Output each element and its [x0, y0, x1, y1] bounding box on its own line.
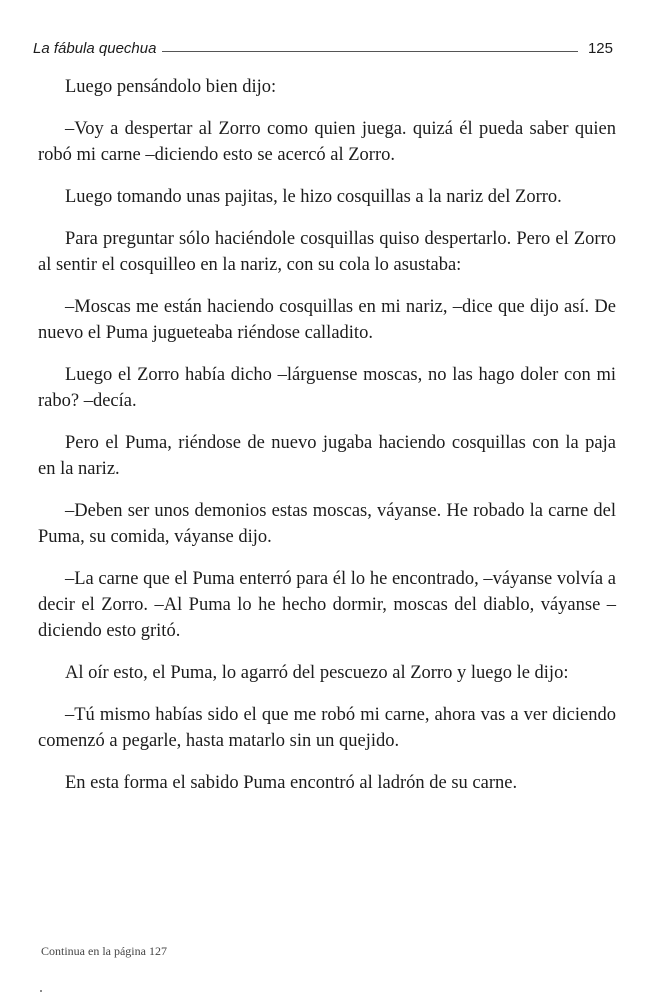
paragraph: Luego pensándolo bien dijo:	[65, 77, 277, 97]
paragraph: Pero el Puma, riéndose de nuevo jugaba haciendo cosquillas con la paja en la nariz.	[38, 433, 616, 479]
paragraph: Luego el Zorro había dicho –lárguense moscas, no las hago doler con mi rabo? –decía.	[38, 365, 616, 411]
paragraph: –Deben ser unos demonios estas moscas, váyanse. He robado la carne del Puma, su comida, váyanse dijo.	[38, 501, 616, 547]
paragraph: –Moscas me están haciendo cosquillas en mi nariz, –dice que dijo así. De nuevo el Puma jugueteaba riéndose calladito.	[38, 297, 616, 343]
body-text	[38, 74, 616, 812]
continuation-note: Continua en la página 127	[41, 944, 167, 958]
paragraph: En esta forma el sabido Puma encontró al ladrón de su carne.	[65, 773, 518, 793]
print-speck	[40, 990, 42, 992]
paragraph: –Tú mismo habías sido el que me robó mi carne, ahora vas a ver diciendo comenzó a pegarle, hasta matarlo sin un quejido.	[38, 705, 616, 751]
running-header	[33, 35, 613, 57]
paragraph: Luego tomando unas pajitas, le hizo cosquillas a la nariz del Zorro.	[65, 187, 562, 207]
header-rule	[162, 51, 578, 52]
page-number: 125	[587, 40, 613, 57]
paragraph: Para preguntar sólo haciéndole cosquillas quiso despertarlo. Pero el Zorro al sentir el cosquilleo en la nariz, con su cola lo asustaba:	[38, 229, 616, 275]
paragraph: –La carne que el Puma enterró para él lo he encontrado, –váyanse volvía a decir el Zorro. –Al Puma lo he hecho dormir, moscas del diablo, váyanse –diciendo esto gritó.	[38, 569, 616, 641]
paragraph: Al oír esto, el Puma, lo agarró del pescuezo al Zorro y luego le dijo:	[65, 663, 569, 683]
running-header-title: La fábula quechua	[33, 40, 157, 57]
paragraph: –Voy a despertar al Zorro como quien juega. quizá él pueda saber quien robó mi carne –diciendo esto se acercó al Zorro.	[38, 119, 616, 165]
